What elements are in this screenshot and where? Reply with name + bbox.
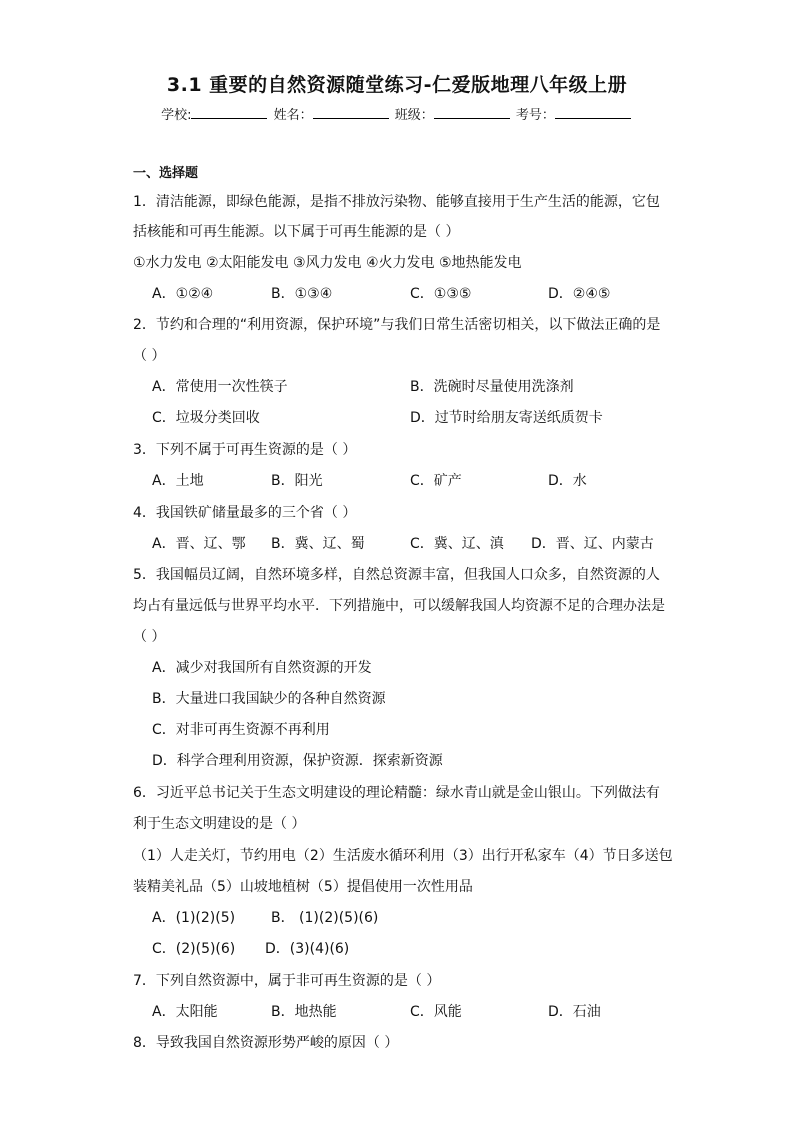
question-3-option-c[interactable]: C．矿产: [410, 473, 462, 489]
question-4-option-c[interactable]: C．冀、辽、滇: [410, 536, 504, 552]
section-heading: 一、选择题: [133, 166, 199, 181]
question-5-option-b[interactable]: B．大量进口我国缺少的各种自然资源: [152, 691, 386, 707]
student-info-line: [0, 104, 794, 123]
question-7-option-d[interactable]: D．石油: [548, 1004, 601, 1020]
question-3-option-a[interactable]: A．土地: [152, 473, 204, 489]
question-3-line-1: 3．下列不属于可再生资源的是（ ）: [133, 442, 357, 458]
school-blank[interactable]: [191, 106, 267, 119]
question-4-option-b[interactable]: B．冀、辽、蜀: [271, 536, 365, 552]
page-title: 3.1 重要的自然资源随堂练习-仁爱版地理八年级上册: [166, 74, 628, 96]
question-1-option-c[interactable]: C．①③⑤: [410, 286, 472, 302]
school-label: 学校:: [161, 108, 192, 123]
question-4-line-1: 4．我国铁矿储量最多的三个省（ ）: [133, 505, 357, 521]
question-7-option-b[interactable]: B．地热能: [271, 1004, 337, 1020]
question-6-line-3: （1）人走关灯，节约用电（2）生活废水循环利用（3）出行开私家车（4）节日多送包: [133, 848, 673, 864]
question-6-option-d[interactable]: D．(3)(4)(6): [265, 941, 350, 957]
question-6-line-2: 利于生态文明建设的是（ ）: [133, 816, 306, 832]
question-5-line-3: （ ）: [133, 629, 166, 645]
question-3-option-b[interactable]: B．阳光: [271, 473, 323, 489]
question-4-option-a[interactable]: A．晋、辽、鄂: [152, 536, 246, 552]
question-7-option-a[interactable]: A．太阳能: [152, 1004, 218, 1020]
question-8-line-1: 8．导致我国自然资源形势严峻的原因（ ）: [133, 1035, 399, 1051]
question-2-line-1: 2．节约和合理的“利用资源，保护环境”与我们日常生活密切相关，以下做法正确的是: [133, 317, 661, 333]
question-2-option-b[interactable]: B．洗碗时尽量使用洗涤剂: [410, 379, 574, 395]
question-2-option-c[interactable]: C．垃圾分类回收: [152, 410, 260, 426]
question-5-line-2: 均占有量远低与世界平均水平．下列措施中，可以缓解我国人均资源不足的合理办法是: [133, 598, 665, 614]
class-blank[interactable]: [434, 106, 510, 119]
question-5-line-1: 5．我国幅员辽阔，自然环境多样，自然总资源丰富，但我国人口众多，自然资源的人: [133, 567, 660, 583]
question-7-line-1: 7．下列自然资源中，属于非可再生资源的是（ ）: [133, 973, 441, 989]
name-label: 姓名：: [273, 108, 313, 123]
question-5-option-c[interactable]: C．对非可再生资源不再利用: [152, 722, 330, 738]
question-6-line-4: 装精美礼品（5）山坡地植树（5）提倡使用一次性用品: [133, 879, 473, 895]
question-2-option-a[interactable]: A．常使用一次性筷子: [152, 379, 288, 395]
question-2-line-2: （ ）: [133, 348, 166, 364]
question-5-option-a[interactable]: A．减少对我国所有自然资源的开发: [152, 660, 372, 676]
question-2-option-d[interactable]: D．过节时给朋友寄送纸质贺卡: [410, 410, 603, 426]
question-6-option-b[interactable]: B． (1)(2)(5)(6): [271, 910, 379, 926]
question-6-option-a[interactable]: A．(1)(2)(5): [152, 910, 236, 926]
question-1-line-3: ①水力发电 ②太阳能发电 ③风力发电 ④火力发电 ⑤地热能发电: [133, 255, 522, 271]
question-1-option-b[interactable]: B．①③④: [271, 286, 333, 302]
question-6-line-1: 6．习近平总书记关于生态文明建设的理论精髓：绿水青山就是金山银山。下列做法有: [133, 785, 660, 801]
exam-number-blank[interactable]: [555, 106, 631, 119]
class-label: 班级：: [394, 108, 434, 123]
question-1-line-1: 1．清洁能源，即绿色能源，是指不排放污染物、能够直接用于生产生活的能源，它包: [133, 194, 660, 210]
exam-number-label: 考号：: [515, 108, 555, 123]
question-6-option-c[interactable]: C．(2)(5)(6): [152, 941, 236, 957]
question-3-option-d[interactable]: D．水: [548, 473, 587, 489]
question-1-option-d[interactable]: D．②④⑤: [548, 286, 611, 302]
question-7-option-c[interactable]: C．风能: [410, 1004, 462, 1020]
question-1-line-2: 括核能和可再生能源。以下属于可再生能源的是（ ）: [133, 224, 460, 240]
question-4-option-d[interactable]: D．晋、辽、内蒙古: [531, 536, 654, 552]
name-blank[interactable]: [313, 106, 389, 119]
question-5-option-d[interactable]: D．科学合理利用资源，保护资源．探索新资源: [152, 753, 443, 769]
question-1-option-a[interactable]: A．①②④: [152, 286, 214, 302]
